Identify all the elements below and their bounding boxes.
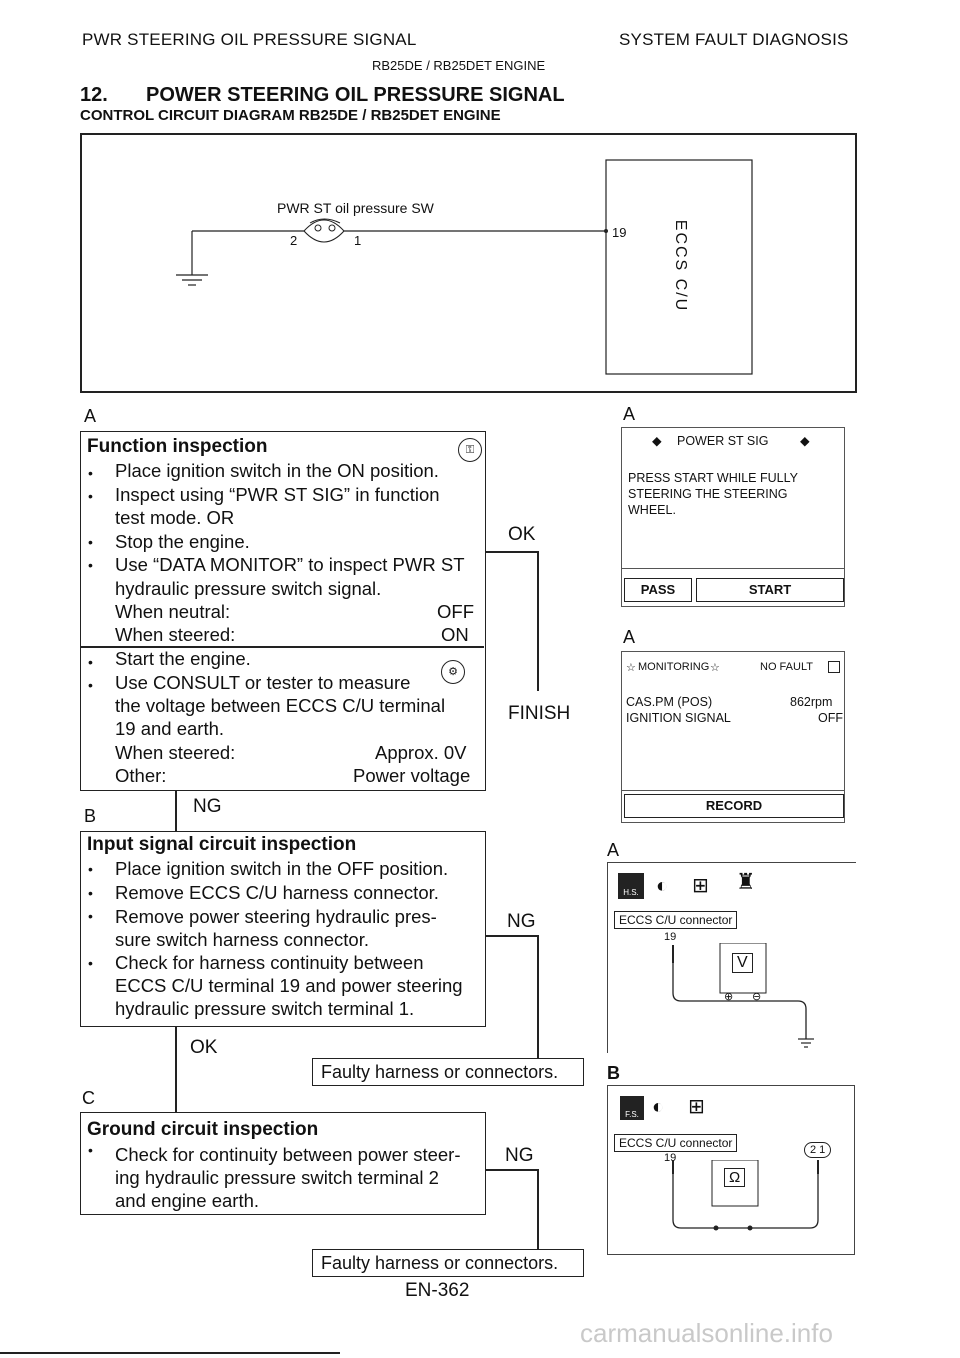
ng-label: NG — [505, 1145, 534, 1166]
connector-line — [537, 1169, 539, 1249]
header-right: SYSTEM FAULT DIAGNOSIS — [619, 30, 849, 49]
harness-icon: H.S. — [618, 873, 644, 899]
faulty-box — [312, 1058, 584, 1086]
switch-terminals: 2 1 — [804, 1142, 831, 1158]
terminal-label: 19 — [664, 1152, 677, 1164]
ng-label: NG — [507, 911, 536, 932]
connector-line — [537, 551, 539, 691]
input-line: Place ignition switch in the OFF position. — [115, 858, 449, 879]
other-label: Other: — [115, 765, 167, 786]
no-fault-label: NO FAULT — [760, 661, 813, 673]
probe-diagram-2 — [607, 1085, 855, 1255]
ground-title: Ground circuit inspection — [87, 1119, 319, 1140]
divider — [622, 790, 844, 791]
checkbox[interactable] — [828, 661, 840, 673]
key-icon: ⚿ — [458, 438, 482, 462]
function-line: test mode. OR — [115, 507, 235, 528]
ng-label: NG — [193, 796, 222, 817]
connector-line — [486, 935, 538, 937]
probe-diagram-1 — [607, 862, 856, 1053]
label-c: C — [82, 1088, 95, 1108]
steered2-value: Approx. 0V — [375, 742, 467, 763]
circuit-diagram — [80, 133, 857, 393]
ok-label: OK — [508, 524, 536, 545]
function-inspection-box — [80, 431, 486, 791]
ohmmeter: Ω — [724, 1168, 745, 1187]
connector-label: ECCS C/U connector — [614, 1134, 737, 1152]
harness-icon: F.S. — [620, 1096, 644, 1120]
function-title: Function inspection — [87, 436, 268, 457]
bullets: • • • • — [88, 861, 93, 971]
faulty-box — [312, 1249, 584, 1277]
neutral-value: OFF — [437, 601, 474, 622]
section-subtitle: CONTROL CIRCUIT DIAGRAM RB25DE / RB25DET ENGINE — [80, 107, 501, 124]
minus-icon: ⊖ — [752, 991, 762, 1003]
header-left: PWR STEERING OIL PRESSURE SIGNAL — [82, 30, 417, 49]
ecu-label: ECCS C/U — [672, 219, 689, 313]
function-line: Start the engine. — [115, 648, 251, 669]
section-title: POWER STEERING OIL PRESSURE SIGNAL — [146, 84, 565, 106]
ground-line: ing hydraulic pressure switch terminal 2 — [115, 1167, 439, 1188]
terminal-1: 1 — [354, 233, 362, 248]
input-line: Remove ECCS C/U harness connector. — [115, 882, 439, 903]
ground-circuit-box — [80, 1112, 486, 1215]
bullets: • • — [88, 654, 93, 693]
function-line: Use “DATA MONITOR” to inspect PWR ST — [115, 554, 465, 575]
cas-label: CAS.PM (POS) — [626, 695, 713, 709]
voltmeter: V — [732, 953, 753, 973]
diamond-icon: ◆ — [652, 434, 662, 448]
star-icon: ☆ — [710, 662, 720, 674]
consult-screen-1 — [621, 427, 845, 607]
bullets: • — [88, 1142, 93, 1158]
connector-line — [175, 791, 177, 831]
function-line: Place ignition switch in the ON position. — [115, 460, 439, 481]
pass-button[interactable]: PASS — [624, 578, 692, 602]
input-line: sure switch harness connector. — [115, 929, 369, 950]
screen1-text: WHEEL. — [628, 503, 676, 517]
faulty-text: Faulty harness or connectors. — [321, 1062, 559, 1082]
tester-icon: ♜ — [736, 869, 756, 894]
faulty-text: Faulty harness or connectors. — [321, 1253, 559, 1273]
meter-icon: ⚙ — [441, 660, 465, 684]
ground-line: Check for continuity between power steer- — [115, 1144, 461, 1165]
diamond-icon: ◆ — [800, 434, 810, 448]
watermark: carmanualsonline.info — [580, 1318, 833, 1348]
screen1-text: STEERING THE STEERING — [628, 487, 788, 501]
input-line: Check for harness continuity between — [115, 952, 424, 973]
header-engine: RB25DE / RB25DET ENGINE — [372, 58, 546, 73]
connector-icon: ◐ — [656, 875, 669, 897]
neutral-label: When neutral: — [115, 601, 231, 622]
side-label-a: A — [623, 627, 636, 647]
connector-line — [486, 1169, 538, 1171]
input-line: ECCS C/U terminal 19 and power steering — [115, 975, 463, 996]
ground-line: and engine earth. — [115, 1190, 260, 1211]
input-line: Remove power steering hydraulic pres- — [115, 906, 437, 927]
function-line: Inspect using “PWR ST SIG” in function — [115, 484, 440, 505]
label-a: A — [84, 406, 97, 426]
start-button[interactable]: START — [696, 578, 844, 602]
plus-icon: ⊕ — [724, 991, 734, 1003]
function-line: Stop the engine. — [115, 531, 250, 552]
input-signal-box — [80, 831, 486, 1027]
function-line: 19 and earth. — [115, 718, 225, 739]
function-line: Use CONSULT or tester to measure — [115, 672, 411, 693]
terminal-19: 19 — [612, 225, 627, 240]
input-line: hydraulic pressure switch terminal 1. — [115, 998, 415, 1019]
footer-rule — [0, 1352, 340, 1354]
ign-label: IGNITION SIGNAL — [626, 711, 731, 725]
bullets: • • • • — [88, 465, 93, 573]
ign-value: OFF — [818, 711, 843, 725]
page-number: EN-362 — [405, 1280, 470, 1301]
connector-line — [486, 551, 538, 553]
switch-label: PWR ST oil pressure SW — [277, 200, 434, 216]
side-label-b: B — [607, 1063, 620, 1083]
consult-screen-2 — [621, 651, 845, 823]
section-number: 12. — [80, 84, 108, 106]
function-line: the voltage between ECCS C/U terminal — [115, 695, 446, 716]
steered2-label: When steered: — [115, 742, 236, 763]
cas-value: 862rpm — [790, 695, 833, 709]
screen1-text: PRESS START WHILE FULLY — [628, 471, 798, 485]
circuit-wiring — [82, 135, 855, 391]
screen1-title: POWER ST SIG — [677, 434, 769, 448]
connector-icon: ⊞ — [692, 875, 709, 897]
steered-label: When steered: — [115, 624, 236, 645]
connector-line — [175, 1027, 177, 1112]
terminal-label: 19 — [664, 931, 677, 943]
side-label-a: A — [607, 840, 620, 860]
finish-label: FINISH — [508, 703, 571, 724]
other-value: Power voltage — [353, 765, 471, 786]
input-title: Input signal circuit inspection — [87, 834, 357, 855]
connector-icon: ⊞ — [688, 1096, 705, 1118]
connector-label: ECCS C/U connector — [614, 911, 737, 929]
terminal-2: 2 — [290, 233, 298, 248]
record-button[interactable]: RECORD — [624, 794, 844, 818]
side-label-a: A — [623, 404, 636, 424]
connector-line — [537, 935, 539, 1058]
star-icon: ☆ — [626, 662, 636, 674]
function-line: hydraulic pressure switch signal. — [115, 578, 382, 599]
label-b: B — [84, 806, 97, 826]
ok-label: OK — [190, 1037, 218, 1058]
monitoring-label: MONITORING — [638, 661, 710, 673]
connector-icon: ◐ — [652, 1096, 665, 1118]
divider — [622, 568, 844, 569]
steered-value: ON — [441, 624, 469, 645]
